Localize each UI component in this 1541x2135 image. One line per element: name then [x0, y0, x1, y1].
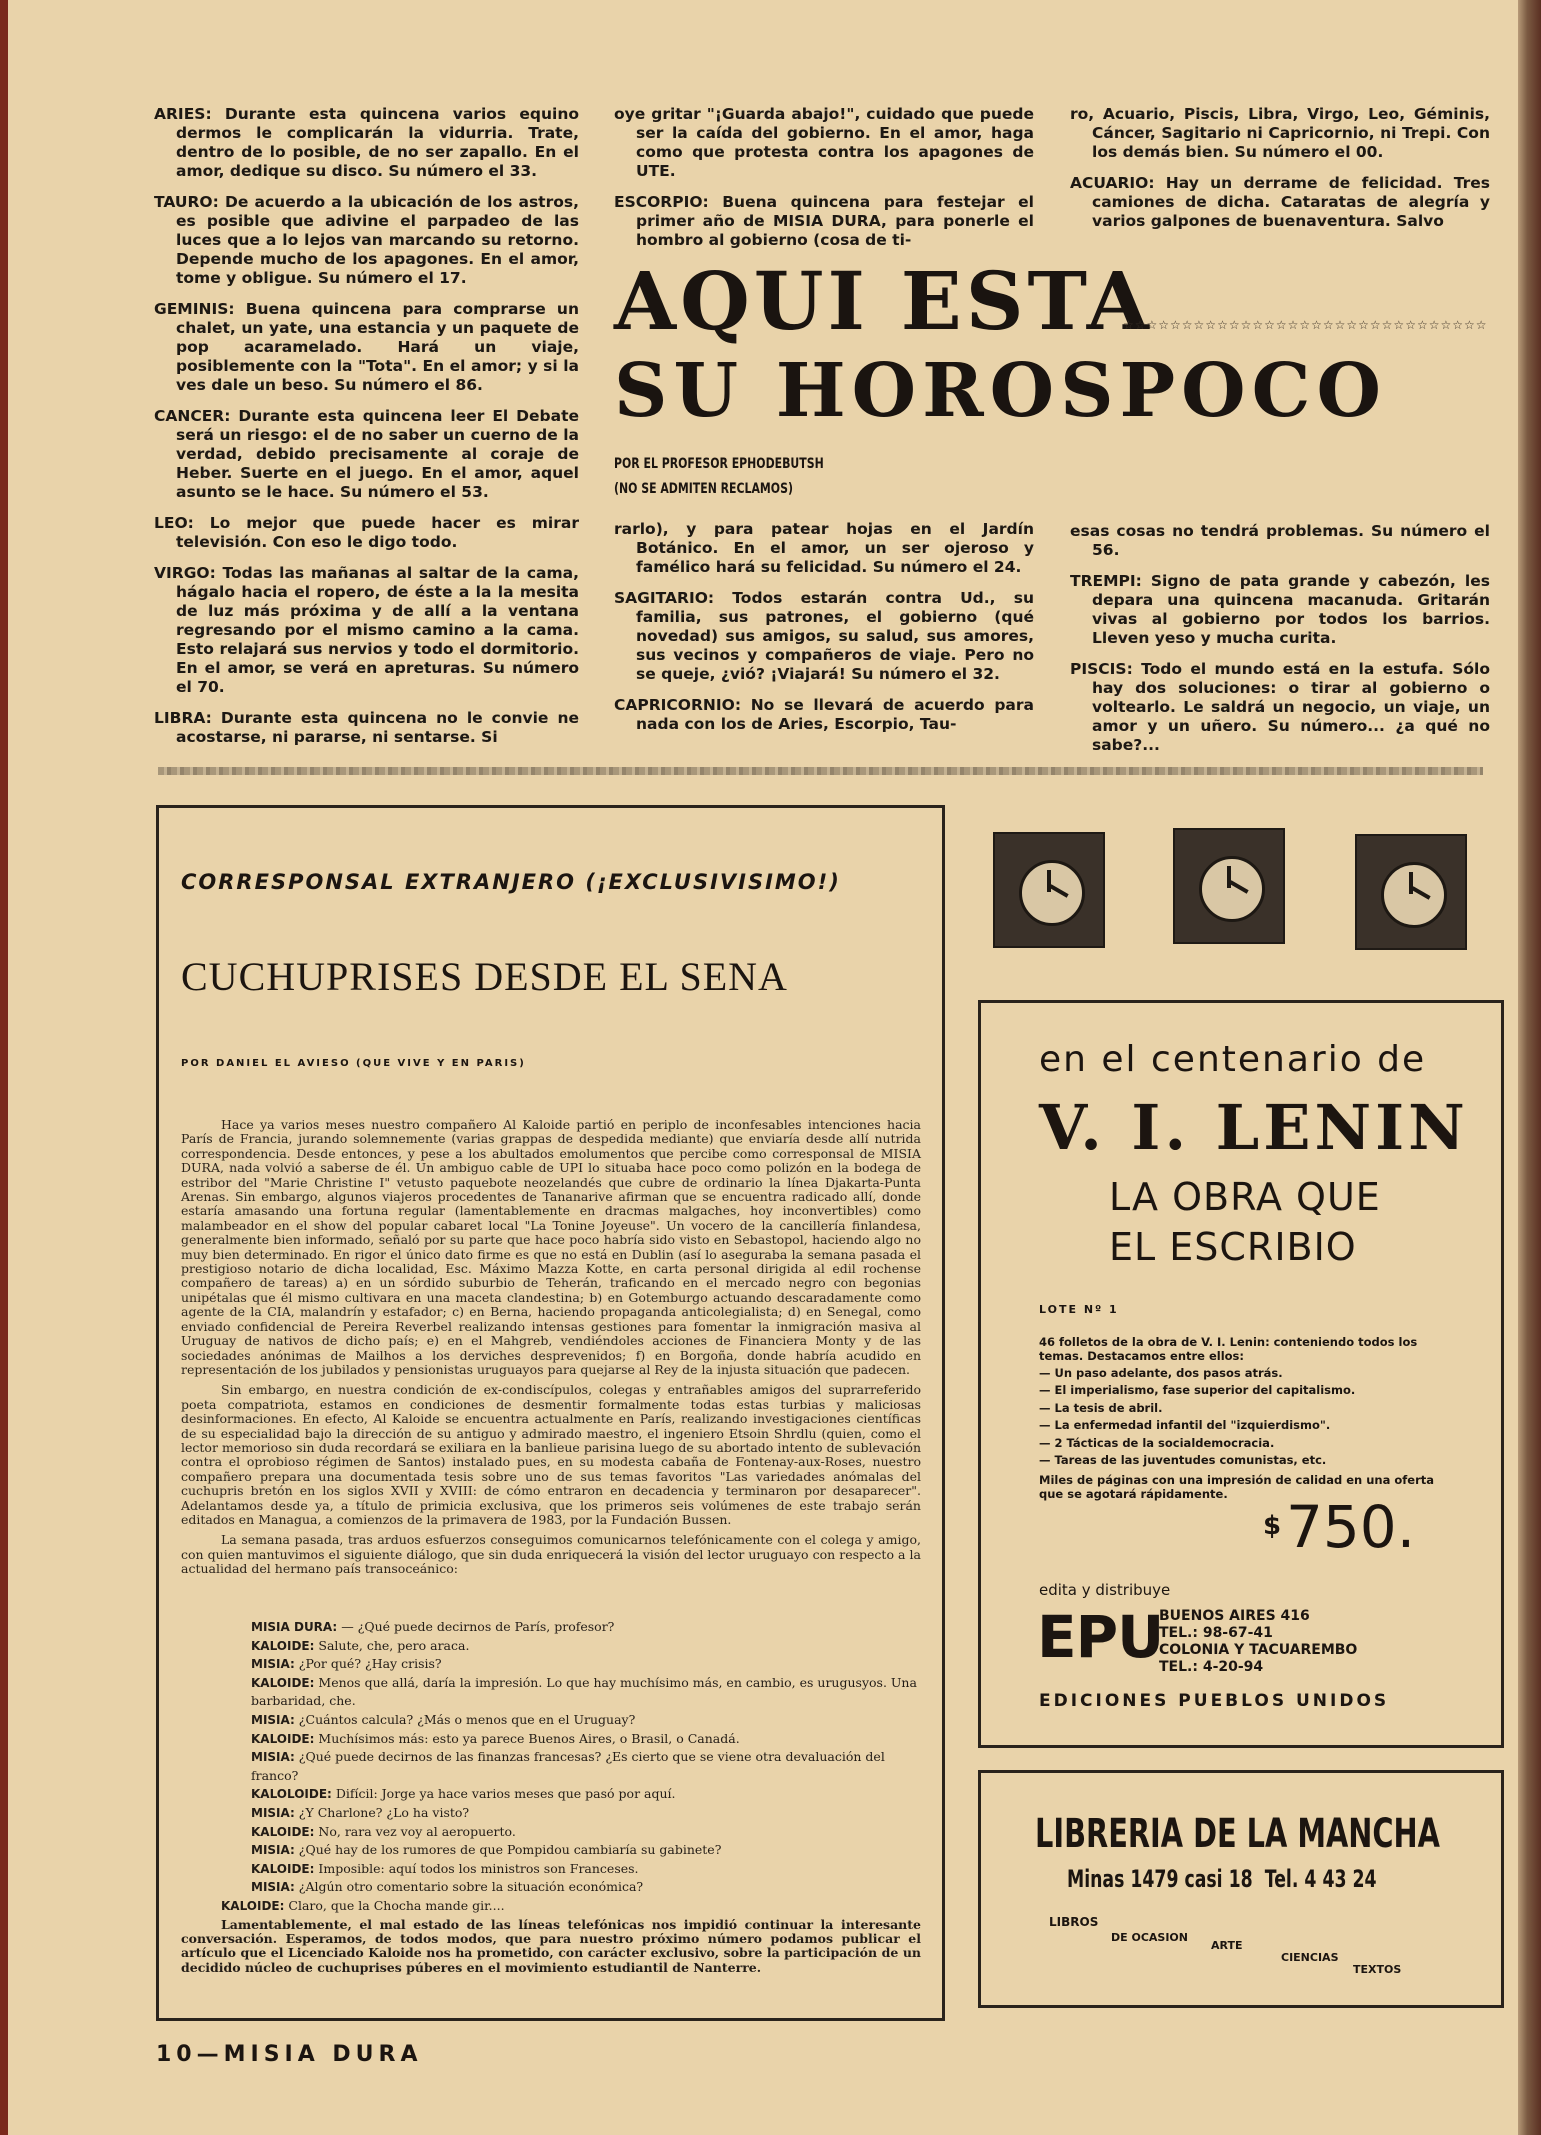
- lenin-ad-epu-logo: EPU: [1037, 1603, 1164, 1671]
- lenin-ad-item: — Un paso adelante, dos pasos atrás.: [1039, 1366, 1283, 1380]
- lenin-ad-list: [1039, 1365, 1459, 1469]
- lenin-ad-intro: 46 folletos de la obra de V. I. Lenin: conteniendo todos los temas. Destacamos entre ellos:: [1039, 1335, 1418, 1363]
- clock-illustration-2: [1173, 828, 1285, 944]
- horoscope-trempi: TREMPI: Signo de pata grande y cabezón, les depara una quincena macanuda. Gritarán vivas al gobierno por todos los barrios. Lleven yeso y mucha curita.: [1070, 572, 1490, 647]
- article-paragraph-2: Sin embargo, en nuestra condición de ex-condiscípulos, colegas y entrañables amigos del suprarreferido poeta compatriota, estamos en condiciones de desmentir formalmente todas estas turbias y maliciosas desinformaciones. En efecto, Al Kaloide se encuentra actualmente en París, realizando investigaciones científicas de su especialidad bajo la dirección de su antiguo y admirado maestro, el ingeniero Etsoin Shrdlu (quien, como el lector memorioso sin duda recordará se exiliara en la banlieue parisina luego de su abortado intento de sublevación contra el oprobioso régimen de Santos) instalado pues, en su modesta cabaña de Fontenay-aux-Roses, nuestro compañero prepara una documentada tesis sobre uno de sus temas favoritos "Las variedades anómalas del cuchupris bretón en los siglos XVII y XVIII: de cómo entraron en decadencia y terminaron por desaparecer". Adelantamos desde ya, a título de primicia exclusiva, que los primeros seis volúmenes de este trabajo serán editados en Managua, a comienzos de la primavera de 1983, por la Fundación Bussen.: [181, 1382, 921, 1527]
- horoscope-title-line-2: SU HOROSPOCO: [614, 348, 1387, 434]
- horoscope-acuario: ACUARIO: Hay un derrame de felicidad. Tres camiones de dicha. Cataratas de alegría y varios galpones de buenaventura. Salvo: [1070, 174, 1490, 230]
- dialog-line: MISIA DURA: — ¿Qué puede decirnos de París, profesor?: [251, 1619, 615, 1634]
- horoscope-cancer: CANCER: Durante esta quincena leer El Debate será un riesgo: el de no saber un cuerno de la verdad, debido precisamente al coraje de Heber. Suerte en el juego. En el amor, aquel asunto se le hace. Su número el 53.: [154, 407, 579, 501]
- dialog-line: KALOIDE: Claro, que la Chocha mande gir....: [221, 1897, 505, 1913]
- lenin-ad-lote: LOTE Nº 1: [1039, 1303, 1119, 1316]
- lenin-ad-item: — La enfermedad infantil del "izquierdismo".: [1039, 1418, 1331, 1433]
- dialog-line: MISIA: ¿Qué puede decirnos de las finanzas francesas? ¿Es cierto que se viene otra devaluación del franco?: [251, 1749, 885, 1783]
- horoscope-byline: POR EL PROFESOR EPHODEBUTSH: [614, 456, 824, 472]
- dialog-line: KALOIDE: Salute, che, pero araca.: [251, 1637, 470, 1653]
- mancha-ad-address: Minas 1479 casi 18 Tel. 4 43 24: [1067, 1865, 1377, 1893]
- dialog-line: MISIA: ¿Cuántos calcula? ¿Más o menos que en el Uruguay?: [251, 1711, 636, 1727]
- lenin-ad-currency: $: [1263, 1511, 1282, 1541]
- lenin-ad-item: — 2 Tácticas de la socialdemocracia.: [1039, 1435, 1275, 1450]
- horoscope-leo: LEO: Lo mejor que puede hacer es mirar televisión. Con eso le digo todo.: [154, 514, 579, 551]
- horoscope-column-2-top: [614, 105, 1034, 262]
- horoscope-column-3-top: [1070, 105, 1490, 243]
- dialog-line: KALOIDE: Muchísimos más: esto ya parece Buenos Aires, o Brasil, o Canadá.: [251, 1730, 740, 1746]
- article-headline: CUCHUPRISES DESDE EL SENA: [181, 954, 788, 999]
- dialog-line: KALOIDE: Imposible: aquí todos los ministros son Franceses.: [251, 1860, 639, 1876]
- dialog-line: KALOIDE: Menos que allá, daría la impresión. Lo que hay muchísimo más, en cambio, es urugusyos. Una barbaridad, che.: [251, 1674, 917, 1709]
- article-byline: POR DANIEL EL AVIESO (QUE VIVE Y EN PARIS): [181, 1058, 526, 1069]
- horoscope-title-stars: ☆☆☆☆☆☆☆☆☆☆☆☆☆☆☆☆☆☆☆☆☆☆☆☆☆☆☆☆☆☆☆: [1123, 318, 1488, 332]
- lenin-ad-name: V. I. LENIN: [1039, 1091, 1469, 1164]
- dialog-line: KALOIDE: No, rara vez voy al aeropuerto.: [251, 1823, 516, 1839]
- article-paragraph-1: Hace ya varios meses nuestro compañero Al Kaloide partió en periplo de inconfesables intenciones hacia París de Francia, jurando solemnemente (varias grappas de despedida mediante) que enviaría desde allí nutrida correspondencia. Desde entonces, y pese a los abultados emolumentos que percibe como corresponsal de MISIA DURA, nada volvió a saberse de él. Un ambiguo cable de UPI lo situaba hace poco como polizón en la bodega de estribor del "Marie Christine I" vetusto paquebote neozelandés que cubre de ordinario la línea Djakarta-Punta Arenas. Sin embargo, algunos viajeros procedentes de Tananarive afirman que se encuentra radicado allí, donde estaría amasando una fortuna regular (lamentablemente en dracmas malgaches, hoy inconvertibles) como malambeador en el show del popular cabaret local "La Tonine Joyeuse". Un vocero de la cancillería finlandesa, generalmente bien informado, señaló por su parte que hace poco habría sido visto en Sebastopol, haciendo algo no muy bien determinado. En rigor el único dato firme es que no está en Dublin (así lo aseguraba la semana pasada el prestigioso notario de dicha localidad, Esc. Máximo Mazza Kotte, en carta personal dirigida al edil rochense compañero de tareas) a) en un sórdido suburbio de Teherán, traficando en el mercado negro con begonias unipétalas que él mismo cultivara en una maceta clandestina; b) en Gotemburgo actuando descaradamente como agente de la CIA, malandrín y estafador; c) en Berna, haciendo propaganda anticolegialista; d) en Senegal, como enviado confidencial de Pereira Reverbel realizando intensas gestiones para fomentar la inmigración masiva al Uruguay de nativos de dicho país; e) en el Mahgreb, vendiéndoles acciones de Financiera Monty y de las sociedades anónimas de Mailhos a los derviches desprevenidos; f) en Borgoña, donde habría acudido en representación de los jubilados y pensionistas uruguayos para quejarse al Rey de la injusta situación que padecen.: [181, 1117, 921, 1377]
- dialog-line: MISIA: ¿Qué hay de los rumores de que Pompidou cambiaría su gabinete?: [251, 1842, 722, 1858]
- lenin-ad-item: — La tesis de abril.: [1039, 1400, 1163, 1415]
- magazine-page: [8, 0, 1518, 2135]
- article-paragraph-3: La semana pasada, tras arduos esfuerzos conseguimos comunicarnos telefónicamente con el colega y amigo, con quien mantuvimos el siguiente diálogo, que sin duda enriquecerá la visión del lector uruguayo con respecto a la actualidad del hermano país transoceánico:: [181, 1532, 921, 1577]
- lenin-ad-item: — Tareas de las juventudes comunistas, etc.: [1039, 1453, 1327, 1468]
- horoscope-column-3-bottom: [1070, 522, 1490, 767]
- horoscope-virgo: VIRGO: Todas las mañanas al saltar de la cama, hágalo hacia el ropero, de éste a la la mesita de luz más próxima y de allí a la ventana regresando por el mismo camino a la cama. Esto relajará sus nervios y todo el dormitorio. En el amor, se verá en apreturas. Su número el 70.: [154, 564, 579, 696]
- lenin-ad-publisher: EDICIONES PUEBLOS UNIDOS: [1039, 1691, 1390, 1711]
- lenin-ad-sub1: LA OBRA QUE: [1109, 1175, 1381, 1219]
- dialog-line: MISIA: ¿Por qué? ¿Hay crisis?: [251, 1656, 442, 1672]
- horoscope-acuario-cont: esas cosas no tendrá problemas. Su número el 56.: [1070, 522, 1490, 559]
- lenin-ad-item: — El imperialismo, fase superior del capitalismo.: [1039, 1383, 1356, 1398]
- lenin-ad-offer: Miles de páginas con una impresión de calidad en una oferta que se agotará rápidamente.: [1039, 1473, 1435, 1501]
- section-divider: [158, 767, 1483, 775]
- clock-face-icon: [1381, 862, 1447, 928]
- clock-face-icon: [1199, 856, 1265, 922]
- dialog-line: KALOLOIDE: Difícil: Jorge ya hace varios meses que pasó por aquí.: [251, 1786, 676, 1802]
- lenin-ad-address: BUENOS AIRES 416 TEL.: 98-67-41 COLONIA Y TACUAREMBO TEL.: 4-20-94: [1159, 1608, 1358, 1675]
- horoscope-geminis: GEMINIS: Buena quincena para comprarse un chalet, un yate, una estancia y un paquete de pop acaramelado. Hará un viaje, posiblemente con la "Tota". En el amor; y si la ves dale un beso. Su número el 86.: [154, 300, 579, 394]
- mancha-ad-tag: DE OCASION: [1111, 1931, 1188, 1944]
- page-footer: 10—MISIA DURA: [156, 2042, 423, 2067]
- dialog-line: MISIA: ¿Y Charlone? ¿Lo ha visto?: [251, 1804, 470, 1820]
- lenin-ad-line1: en el centenario de: [1039, 1039, 1427, 1080]
- horoscope-sagitario: SAGITARIO: Todos estarán contra Ud., su familia, sus patrones, el gobierno (qué novedad) sus amigos, su salud, sus amores, sus vecinos y compañeros de viaje. Pero no se queje, ¿vió? ¡Viajará! Su número el 32.: [614, 589, 1034, 683]
- clock-face-icon: [1019, 860, 1085, 926]
- horoscope-libra: LIBRA: Durante esta quincena no le convie ne acostarse, ni pararse, ni sentarse. Si: [154, 709, 579, 746]
- horoscope-escorpio-cont: rarlo), y para patear hojas en el Jardín Botánico. En el amor, un ser ojeroso y famélico hará su felicidad. Su número el 24.: [614, 520, 1034, 576]
- clock-illustration-1: [993, 832, 1105, 948]
- mancha-ad-tag: LIBROS: [1049, 1915, 1099, 1929]
- article-body: [181, 1118, 921, 1583]
- lenin-ad-box: [978, 1000, 1504, 1748]
- horoscope-aries: ARIES: Durante esta quincena varios equino dermos le complicarán la vidurria. Trate, dentro de lo posible, de no ser zapallo. En el amor, dedique su disco. Su número el 33.: [154, 105, 579, 180]
- lenin-ad-price: 750.: [1286, 1493, 1416, 1561]
- article-kicker: CORRESPONSAL EXTRANJERO (¡EXCLUSIVISIMO!): [181, 870, 841, 894]
- horoscope-column-2-bottom: [614, 520, 1034, 746]
- lenin-ad-sub2: EL ESCRIBIO: [1109, 1225, 1357, 1269]
- horoscope-capricornio-cont: ro, Acuario, Piscis, Libra, Virgo, Leo, Géminis, Cáncer, Sagitario ni Capricornio, ni Trepi. Con los demás bien. Su número el 00.: [1070, 105, 1490, 161]
- mancha-ad-tag: TEXTOS: [1353, 1963, 1402, 1976]
- mancha-ad-box: [978, 1770, 1504, 2008]
- article-dialog: [181, 1618, 921, 1975]
- mancha-ad-tag: ARTE: [1211, 1939, 1243, 1952]
- clock-illustration-3: [1355, 834, 1467, 950]
- horoscope-title-line-1: AQUI ESTA: [614, 254, 1153, 348]
- mancha-ad-tag: CIENCIAS: [1281, 1951, 1339, 1964]
- book-binding: [1518, 0, 1541, 2135]
- mancha-ad-title: LIBRERIA DE LA MANCHA: [1035, 1811, 1440, 1857]
- horoscope-disclaimer: (NO SE ADMITEN RECLAMOS): [614, 481, 793, 497]
- horoscope-tauro: TAURO: De acuerdo a la ubicación de los astros, es posible que adivine el parpadeo de las luces que a lo lejos van marcando su retorno. Depende mucho de los apagones. En el amor, tome y obligue. Su número el 17.: [154, 193, 579, 287]
- horoscope-escorpio: ESCORPIO: Buena quincena para festejar el primer año de MISIA DURA, para ponerle el hombro al gobierno (cosa de ti-: [614, 193, 1034, 249]
- article-closing: Lamentablemente, el mal estado de las líneas telefónicas nos impidió continuar la interesante conversación. Esperamos, de todos modos, que para nuestro próximo número podamos publicar el artículo que el Licenciado Kaloide nos ha prometido, con carácter exclusivo, sobre la participación de un decidido núcleo de cuchuprises púberes en el movimiento estudiantil de Nanterre.: [181, 1916, 921, 1975]
- article-box: [156, 805, 945, 2021]
- horoscope-column-1: [154, 105, 579, 759]
- horoscope-capricornio: CAPRICORNIO: No se llevará de acuerdo para nada con los de Aries, Escorpio, Tau-: [614, 696, 1034, 733]
- horoscope-piscis: PISCIS: Todo el mundo está en la estufa. Sólo hay dos soluciones: o tirar al gobierno o voltearlo. Le saldrá un negocio, un viaje, un amor y un uñero. Su número... ¿a qué no sabe?...: [1070, 660, 1490, 754]
- lenin-ad-edita: edita y distribuye: [1039, 1581, 1171, 1599]
- horoscope-libra-cont: oye gritar "¡Guarda abajo!", cuidado que puede ser la caída del gobierno. En el amor, haga como que protesta contra los apagones de UTE.: [614, 105, 1034, 180]
- dialog-line: MISIA: ¿Algún otro comentario sobre la situación económica?: [251, 1879, 644, 1895]
